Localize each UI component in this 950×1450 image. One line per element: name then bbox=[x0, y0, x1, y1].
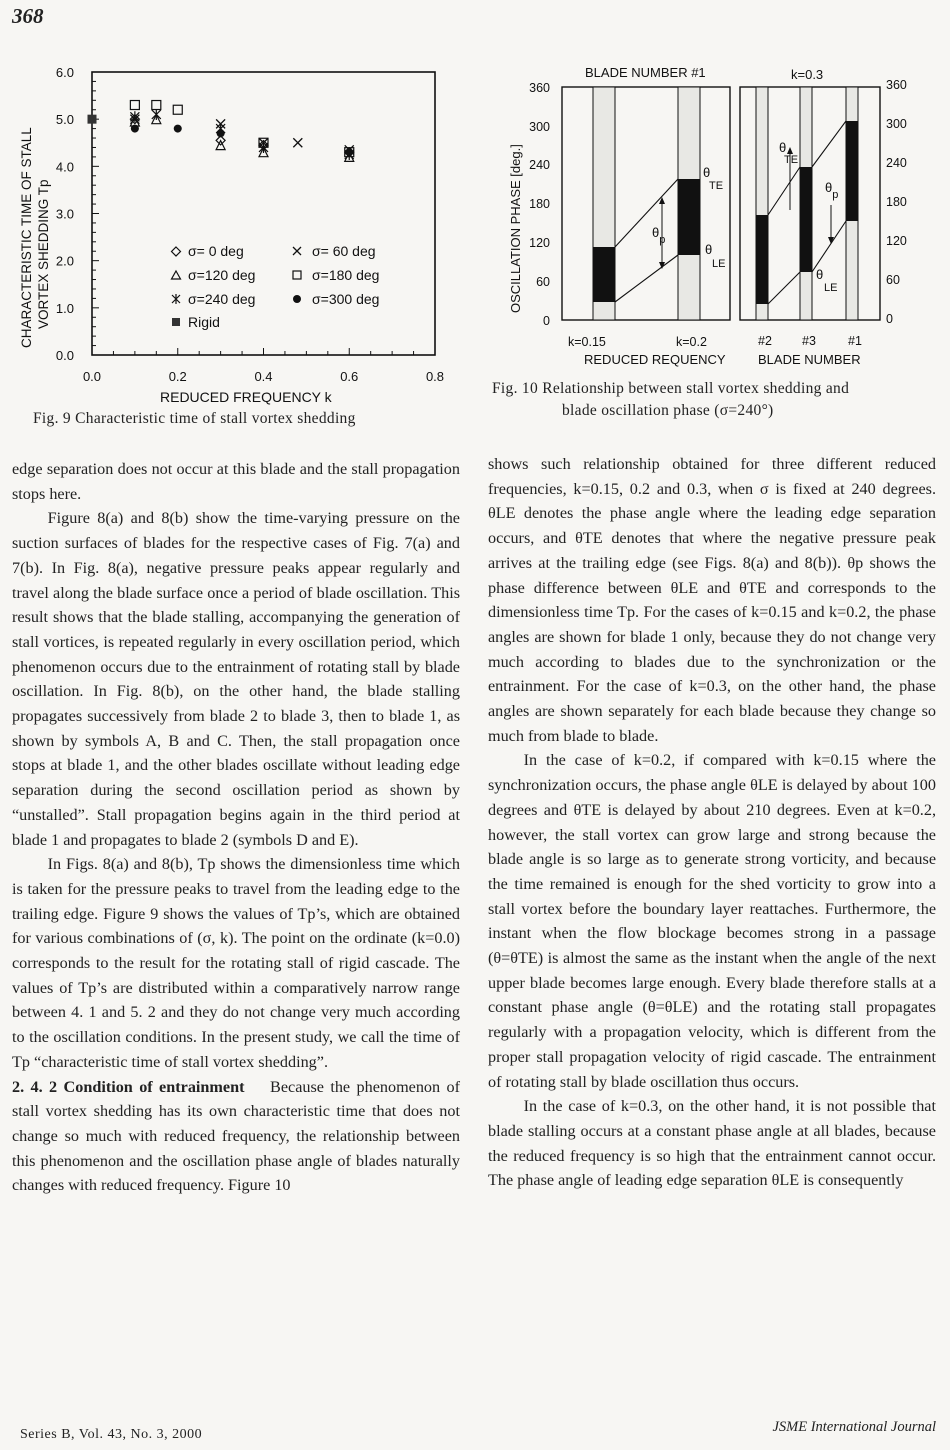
fig10-right-axis-labels bbox=[886, 78, 907, 326]
right-text-column bbox=[488, 452, 936, 1193]
fig9-ytick-label: 6.0 bbox=[55, 65, 74, 80]
fig10-rtick-60: 60 bbox=[886, 273, 900, 287]
fig10-ytick-360: 360 bbox=[529, 81, 550, 95]
fig9-plot-frame bbox=[92, 72, 435, 355]
fig9-xtick-label: 0.6 bbox=[340, 369, 359, 384]
fig9-ytick-label: 1.0 bbox=[55, 300, 74, 316]
fig10-xlabel-left: REDUCED REQUENCY bbox=[584, 352, 726, 367]
fig10-caption-line1: Fig. 10 Relationship between stall vortex shedding and bbox=[492, 380, 850, 397]
fig10-label-k02: k=0.2 bbox=[676, 335, 707, 349]
fig10-theta-p-right: $\theta_p$ bbox=[825, 180, 839, 201]
fig9-point-square-filled bbox=[88, 115, 97, 124]
legend-diamond-icon bbox=[172, 247, 181, 256]
legend-label-sigma-120: σ=120 deg bbox=[188, 267, 256, 283]
fig10-te-sub-left: TE bbox=[709, 180, 724, 192]
legend-triangle-icon bbox=[172, 271, 181, 279]
fig10-left-axis-labels bbox=[529, 81, 550, 328]
fig9-point-square-open bbox=[152, 101, 161, 110]
fig10-rtick-360: 360 bbox=[886, 78, 907, 92]
fig10-xlabel-right: BLADE NUMBER bbox=[758, 352, 861, 367]
fig10-label-blade3: #3 bbox=[802, 334, 816, 348]
fig10-theta-le-right: θ bbox=[816, 267, 824, 282]
legend-label-sigma-60: σ= 60 deg bbox=[312, 243, 376, 259]
section-heading-2-4-2: 2. 4. 2 Condition of entrainment bbox=[12, 1077, 245, 1096]
page-number: 368 bbox=[12, 4, 44, 28]
fig9-ticks bbox=[92, 72, 435, 355]
fig9-xtick-label: 0.0 bbox=[82, 369, 102, 384]
footer-journal-name: JSME International Journal bbox=[772, 1419, 936, 1435]
right-paragraph-3: In the case of k=0.3, on the other hand, it is not possible that blade stalling occurs at a constant phase angle at all blades, because the reduced frequency is so high that the entrainment cannot occur. The phase angle of leading edge separation θLE is consequently bbox=[488, 1097, 936, 1190]
fig10-label-blade2: #2 bbox=[758, 334, 772, 348]
fig9-ylabel-line2: VORTEX SHEDDING Tp bbox=[36, 179, 51, 329]
legend-label-sigma-300: σ=300 deg bbox=[312, 291, 380, 307]
fig10-title-right: k=0.3 bbox=[791, 67, 824, 82]
right-paragraph-1: shows such relationship obtained for three different reduced frequencies, k=0.15, 0.2 and 0.3, when σ is fixed at 240 degrees. θLE denotes the phase angle where the leading edge separation occurs, and θTE denotes that where the negative pressure peak arrives at the trailing edge (see Figs. 8(a) and 8(b)). θp shows the phase difference between θLE and θTE and corresponds to the dimensionless time Tp. For the cases of k=0.15 and k=0.2, the phase angles are shown for blade 1 only, because they do not change very much according to blades due to the synchronization or the entrainment. For the case of k=0.3, on the other hand, the phase angles are shown separately for each blade because they change so much from blade to blade. bbox=[488, 455, 936, 745]
fig9-point-square-open bbox=[130, 101, 139, 110]
left-paragraph-3: In Figs. 8(a) and 8(b), Tp shows the dimensionless time which is taken for the pressure peaks to travel from the leading edge to the trailing edge. Figure 9 shows the values of Tp’s, which are obtained for various combinations of (σ, k). The point on the ordinate (k=0.0) corresponds to the result for the rotating stall of rigid cascade. The values of Tp’s are distributed within a comparatively narrow range between 4. 1 and 5. 2 and they do not change very much according to the oscillation conditions. In the present study, we call the time of Tp “characteristic time of stall vortex shedding”. bbox=[12, 855, 460, 1071]
fig10-te-sub-right: TE bbox=[784, 154, 799, 166]
fig10-label-k015: k=0.15 bbox=[568, 335, 606, 349]
fig9-chart bbox=[0, 50, 470, 440]
legend-label-sigma-240: σ=240 deg bbox=[188, 291, 256, 307]
fig10-title-left: BLADE NUMBER #1 bbox=[585, 65, 706, 80]
fig10-rtick-0: 0 bbox=[886, 312, 893, 326]
fig10-ytick-0: 0 bbox=[543, 314, 550, 328]
legend-x-icon bbox=[293, 247, 301, 255]
fig9-legend bbox=[172, 243, 380, 330]
figure-9 bbox=[0, 50, 470, 440]
fig10-theta-te-left: θ bbox=[703, 165, 711, 180]
fig9-xtick-label: 0.2 bbox=[168, 369, 187, 384]
fig10-theta-te-right: θ bbox=[779, 140, 787, 155]
fig9-point-x bbox=[293, 138, 302, 147]
legend-square-open-icon bbox=[293, 271, 301, 279]
legend-square-filled-icon bbox=[172, 318, 180, 326]
fig10-label-blade1: #1 bbox=[848, 334, 862, 348]
fig10-caption-line2: blade oscillation phase (σ=240°) bbox=[562, 402, 774, 419]
fig10-chart bbox=[480, 55, 945, 375]
fig9-point-asterisk bbox=[152, 109, 161, 120]
fig10-ytick-120: 120 bbox=[529, 236, 550, 250]
fig9-tick-labels bbox=[56, 65, 444, 384]
fig9-ylabel-line1: CHARACTERISTIC TIME OF STALL bbox=[19, 127, 34, 348]
fig10-ytick-240: 240 bbox=[529, 158, 550, 172]
fig9-point-circle-filled bbox=[345, 148, 353, 156]
legend-label-rigid: Rigid bbox=[188, 314, 220, 330]
fig9-ytick-label: 5.0 bbox=[55, 112, 74, 128]
fig10-left-panel bbox=[562, 87, 730, 320]
legend-label-sigma-180: σ=180 deg bbox=[312, 267, 380, 283]
right-paragraph-2: In the case of k=0.2, if compared with k=0.15 where the synchronization occurs, the phase angle θLE is delayed by about 100 degrees and θTE is delayed by about 210 degrees. Even at k=0.2, however, the stall vortex can grow large and strong because the blade angle is so large as to generate strong vorticity, and because the time remained is enough for the shed vorticity to grow into a stall vortex before the boundary layer reattaches. Furthermore, the instant when the flow blockage becomes strong in a passage (θ=θTE) is almost the same as the instant when the angle of the next upper blade becomes large enough. Every blade therefore stalls at a constant phase angle (θ=θLE) and the rotating stall propagates regularly with a propagation velocity, which is different from the proper stall propagation velocity of rigid cascade. The entrainment of rotating stall by blade oscillation thus occurs. bbox=[488, 751, 936, 1091]
legend-asterisk-icon bbox=[172, 294, 180, 304]
fig10-rtick-120: 120 bbox=[886, 234, 907, 248]
fig10-theta-le-left: θ bbox=[705, 242, 713, 257]
fig10-ytick-60: 60 bbox=[536, 275, 550, 289]
legend-circle-filled-icon bbox=[293, 295, 301, 303]
fig10-le-sub-left: LE bbox=[712, 258, 726, 270]
legend-label-sigma-0: σ= 0 deg bbox=[188, 243, 244, 259]
left-paragraph-4 bbox=[12, 1075, 460, 1199]
figure-10 bbox=[480, 55, 945, 435]
fig10-rtick-300: 300 bbox=[886, 117, 907, 131]
fig9-points bbox=[88, 101, 354, 162]
fig9-ytick-label: 2.0 bbox=[55, 253, 74, 269]
left-paragraph-2: Figure 8(a) and 8(b) show the time-varying pressure on the suction surfaces of blades for the respective cases of Fig. 7(a) and 7(b). In Fig. 8(a), negative pressure peaks appear regularly and travel along the blade surface once a period of blade oscillation. This result shows that the blade stalling, accompanying the generation of stall vortices, is repeated regularly in every oscillation period, which phenomenon occurs due to the entrainment of rotating stall by blade oscillation. In Fig. 8(b), on the other hand, the blade stalling propagates successively from blade 2 to blade 3, then to blade 1, as shown by symbols A, B and C. Then, the stall propagation once stops at blade 1, and the other blades oscillate without leading edge separation during the second oscillation period as shown by “unstalled”. Stall propagation begins again in the third period at blade 1 and propagates to blade 2 (symbols D and E). bbox=[12, 509, 460, 849]
fig9-xtick-label: 0.4 bbox=[254, 369, 273, 384]
fig9-point-circle-filled bbox=[217, 129, 225, 137]
fig10-right-panel bbox=[740, 87, 880, 320]
fig10-rtick-180: 180 bbox=[886, 195, 907, 209]
fig9-point-circle-filled bbox=[174, 125, 182, 133]
fig9-ytick-label: 3.0 bbox=[55, 206, 74, 222]
fig9-ytick-label: 0.0 bbox=[55, 348, 74, 363]
fig10-ytick-180: 180 bbox=[529, 197, 550, 211]
left-paragraph-1: edge separation does not occur at this blade and the stall propagation stops here. bbox=[12, 460, 460, 503]
fig10-theta-p-left: $\theta_p$ bbox=[652, 225, 666, 246]
fig10-le-sub-right: LE bbox=[824, 282, 838, 294]
fig9-xlabel: REDUCED FREQUENCY k bbox=[160, 389, 332, 405]
fig9-caption: Fig. 9 Characteristic time of stall vortex shedding bbox=[33, 410, 356, 427]
fig9-point-square-open bbox=[173, 105, 182, 114]
left-text-column bbox=[12, 457, 460, 1198]
footer-journal-volume: Series B, Vol. 43, No. 3, 2000 bbox=[20, 1427, 203, 1442]
fig9-ytick-label: 4.0 bbox=[55, 159, 74, 175]
fig9-point-circle-filled bbox=[131, 125, 139, 133]
fig10-ylabel: OSCILLATION PHASE [deg.] bbox=[508, 144, 523, 313]
fig10-ytick-300: 300 bbox=[529, 120, 550, 134]
fig9-xtick-label: 0.8 bbox=[425, 369, 445, 384]
left-paragraph-4-text: Because the phenomenon of stall vortex shedding has its own characteristic time that does not change so much with reduced frequency, the relationship between this phenomenon and the oscillation phase angle of blades naturally changes with reduced frequency. Figure 10 bbox=[12, 1077, 460, 1195]
fig10-rtick-240: 240 bbox=[886, 156, 907, 170]
